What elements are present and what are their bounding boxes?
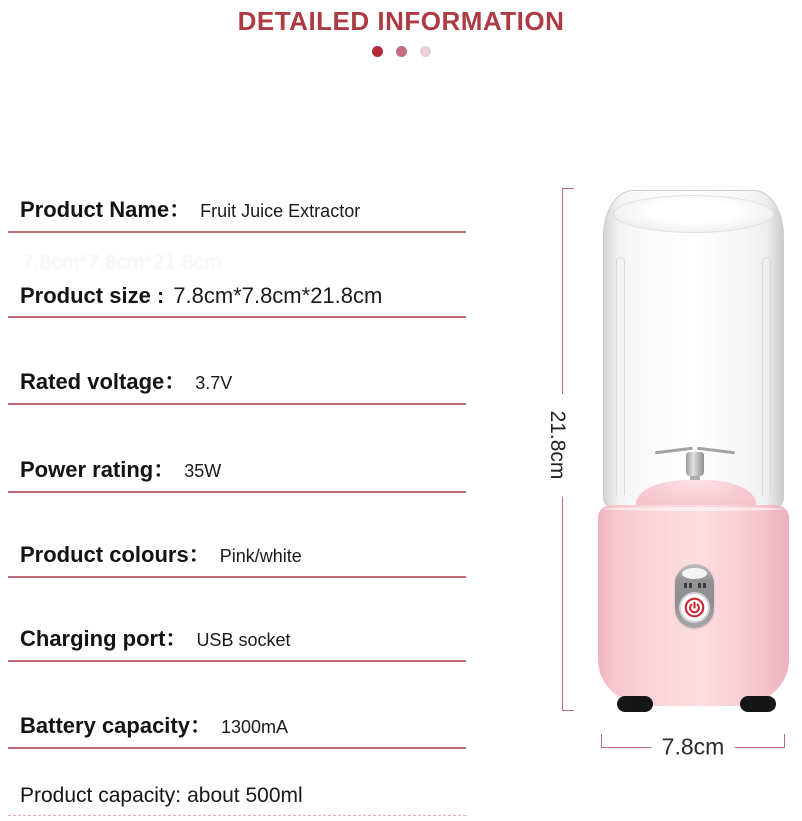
height-dimension-line [562,497,563,711]
spec-row-power-rating [8,450,466,493]
panel-indicator-text [675,583,714,588]
spec-value: 7.8cm*7.8cm*21.8cm [173,283,383,308]
spec-value: Pink/white [219,546,302,566]
spec-label: Product size : [20,283,165,308]
spec-row-charging-port [8,619,466,662]
spec-label: Product Name： [20,197,192,222]
jar-rim-highlight [613,195,774,233]
spec-label: Product capacity: [20,784,182,807]
power-button [681,594,708,621]
spec-label: Battery capacity： [20,713,212,738]
spec-label: Product colours： [20,542,211,567]
spec-row-product-capacity [8,773,466,816]
spec-value: 1300mA [220,717,289,737]
spec-value: 3.7V [195,373,233,393]
spec-row-rated-voltage [8,362,466,405]
carousel-dot [420,46,431,57]
height-dimension-tick-bottom [562,710,574,711]
spec-value: USB socket [196,630,291,650]
spec-value: 35W [184,461,222,481]
panel-highlight [682,568,707,579]
height-dimension-tick-top [562,188,574,189]
spec-value: about 500ml [187,784,303,807]
spec-row-product-colours [8,535,466,578]
rubber-foot-right [740,696,776,712]
height-dimension-line [562,188,563,394]
width-dimension-bracket [601,733,785,760]
spec-row-battery-capacity [8,706,466,749]
spec-label: Rated voltage： [20,369,187,394]
jar-ridge-right [762,257,771,495]
rubber-foot-left [617,696,653,712]
ghost-text: 7.8cm*7.8cm*21.8cm [22,251,222,274]
carousel-dot [396,46,407,57]
jar-ridge-left [616,257,625,495]
height-dimension-label: 21.8cm [543,405,571,486]
page-title: DETAILED INFORMATION [237,6,565,36]
blade-hub [686,452,704,476]
spec-value: Fruit Juice Extractor [200,201,361,221]
carousel-dots [0,46,802,57]
spec-row-product-name [8,190,466,233]
width-dimension-label: 7.8cm [652,734,735,761]
spec-label: Power rating： [20,457,176,482]
power-icon [684,597,705,618]
spec-label: Charging port： [20,626,188,651]
spec-row-product-size [8,275,466,318]
carousel-dot-active [372,46,383,57]
control-panel [675,564,714,628]
